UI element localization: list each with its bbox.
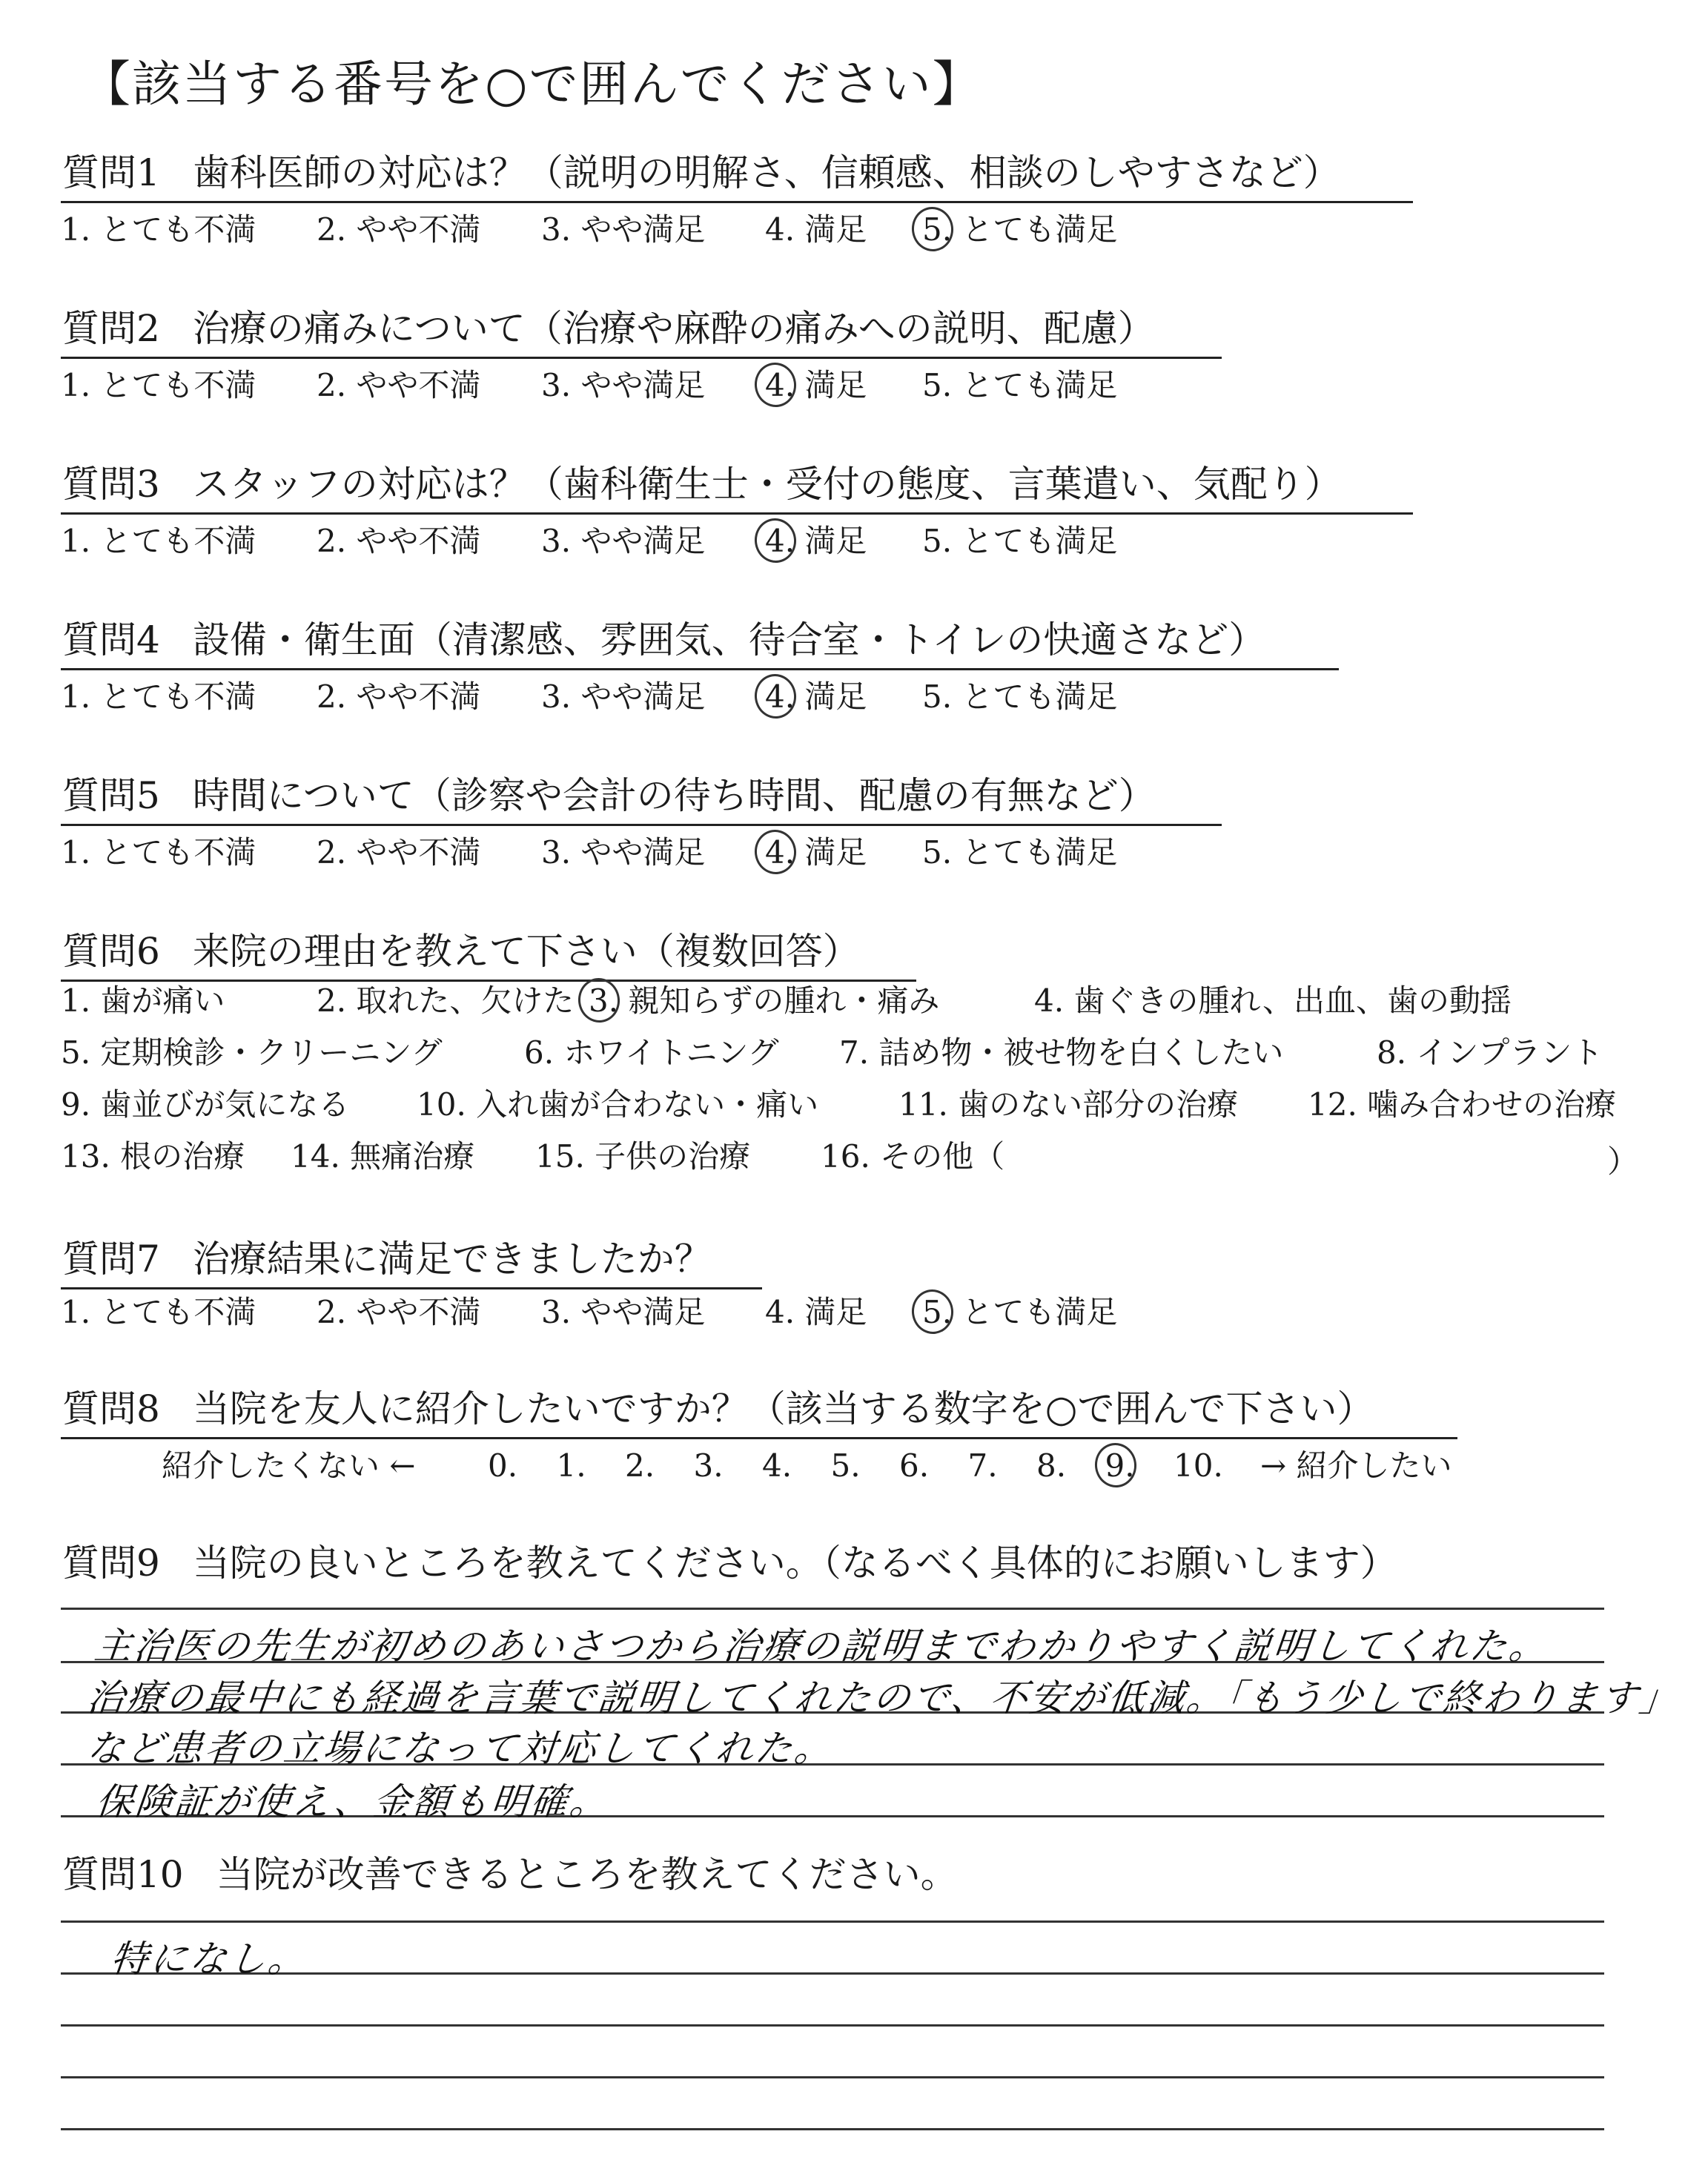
option-label: 根の治療 bbox=[110, 1138, 245, 1175]
option-number: 5. bbox=[922, 367, 953, 403]
answer-option[interactable] bbox=[541, 678, 705, 716]
answer-option[interactable] bbox=[765, 678, 867, 716]
option-number: 4. bbox=[1034, 982, 1065, 1019]
option-label: 定期検診・クリーニング bbox=[90, 1034, 443, 1071]
answer-rule bbox=[61, 2076, 1604, 2078]
answer-option[interactable] bbox=[61, 834, 256, 871]
selection-circle bbox=[575, 975, 623, 1025]
answer-option[interactable] bbox=[541, 523, 705, 560]
option-label: やや不満 bbox=[346, 211, 481, 248]
recommend-right-label: → 紹介したい bbox=[1260, 1447, 1452, 1484]
selection-circle bbox=[909, 204, 956, 254]
option-label: 満足 bbox=[795, 678, 867, 715]
option-label: 親知らずの腫れ・痛み bbox=[618, 982, 940, 1019]
option-number: 5. bbox=[922, 678, 953, 715]
option-label: とても満足 bbox=[952, 211, 1118, 248]
option-number: 3. bbox=[541, 1294, 572, 1330]
answer-option[interactable] bbox=[922, 211, 1117, 248]
question-5-heading bbox=[61, 775, 1222, 826]
reason-option[interactable] bbox=[839, 1034, 1283, 1071]
option-number: 10. bbox=[417, 1086, 466, 1123]
handwritten-answer: 特になし。 bbox=[108, 1938, 310, 1981]
question-number: 質問7 bbox=[62, 1238, 160, 1281]
reason-option[interactable] bbox=[821, 1138, 1004, 1175]
answer-option[interactable] bbox=[922, 367, 1117, 404]
answer-option[interactable] bbox=[317, 211, 480, 248]
reason-option[interactable] bbox=[535, 1138, 750, 1175]
option-label: その他（ bbox=[870, 1138, 1005, 1175]
question-number: 質問10 bbox=[62, 1853, 184, 1896]
option-number: 2. bbox=[317, 523, 347, 559]
question-text: 当院が改善できるところを教えてください。 bbox=[216, 1853, 958, 1896]
option-number: 4. bbox=[765, 678, 795, 716]
question-text: 時間について（診察や会計の待ち時間、配慮の有無など） bbox=[192, 774, 1156, 817]
option-label: 噛み合わせの治療 bbox=[1357, 1086, 1617, 1123]
option-label: 取れた、欠けた bbox=[346, 982, 575, 1019]
reason-option[interactable] bbox=[61, 1034, 443, 1071]
scale-value[interactable]: 6. bbox=[899, 1447, 930, 1484]
option-number: 4. bbox=[765, 367, 795, 404]
option-label: やや不満 bbox=[346, 834, 481, 871]
answer-option[interactable] bbox=[317, 678, 480, 716]
answer-rule bbox=[61, 2128, 1604, 2130]
handwritten-answer: など患者の立場になって対応してくれた。 bbox=[85, 1727, 836, 1770]
option-number: 3. bbox=[589, 982, 618, 1020]
option-number: 1. bbox=[61, 367, 91, 403]
option-number: 1. bbox=[61, 678, 91, 715]
answer-option[interactable] bbox=[541, 211, 705, 248]
question-2-heading bbox=[61, 308, 1222, 359]
option-label: やや満足 bbox=[571, 211, 706, 248]
question-number: 質問1 bbox=[62, 151, 160, 194]
page-title: 【該当する番号を○で囲んでください】 bbox=[82, 56, 983, 113]
question-text: スタッフの対応は？（歯科衛生士・受付の態度、言葉遣い、気配り） bbox=[192, 463, 1342, 506]
answer-option[interactable] bbox=[765, 523, 867, 560]
reason-option[interactable] bbox=[1034, 982, 1512, 1020]
option-number: 12. bbox=[1308, 1086, 1357, 1123]
question-text: 当院の良いところを教えてください。（なるべく具体的にお願いします） bbox=[192, 1542, 1397, 1585]
recommend-left-label: 紹介したくない ← bbox=[162, 1447, 416, 1484]
option-label: とても不満 bbox=[90, 211, 256, 248]
question-text: 当院を友人に紹介したいですか？（該当する数字を○で囲んで下さい） bbox=[192, 1387, 1374, 1430]
question-1-heading bbox=[61, 152, 1413, 203]
option-number: 6. bbox=[524, 1034, 555, 1071]
answer-rule bbox=[61, 2024, 1604, 2027]
answer-option[interactable] bbox=[61, 523, 256, 560]
answer-option[interactable] bbox=[765, 211, 867, 248]
reason-option[interactable] bbox=[1308, 1086, 1616, 1123]
answer-option[interactable] bbox=[317, 523, 480, 560]
scale-value[interactable]: 1. bbox=[556, 1447, 586, 1484]
option-number: 1. bbox=[61, 982, 91, 1019]
reason-option[interactable] bbox=[61, 1086, 349, 1123]
option-label: 満足 bbox=[795, 211, 867, 248]
option-number: 2. bbox=[317, 834, 347, 871]
selection-circle bbox=[752, 360, 799, 409]
reason-option[interactable] bbox=[524, 1034, 779, 1071]
option-number: 1. bbox=[61, 1294, 91, 1330]
answer-option[interactable] bbox=[922, 523, 1117, 560]
option-number: 1. bbox=[61, 523, 91, 559]
selection-circle bbox=[752, 515, 799, 565]
option-number: 2. bbox=[317, 211, 347, 248]
question-text: 歯科医師の対応は？（説明の明解さ、信頼感、相談のしやすさなど） bbox=[192, 151, 1340, 194]
selection-circle bbox=[752, 671, 799, 721]
option-number: 9. bbox=[61, 1086, 91, 1123]
scale-value[interactable]: 8. bbox=[1036, 1447, 1067, 1484]
handwritten-answer: 主治医の先生が初めのあいさつから治療の説明までわかりやすく説明してくれた。 bbox=[92, 1625, 1551, 1668]
option-label: やや満足 bbox=[571, 523, 706, 559]
question-text: 治療結果に満足できましたか？ bbox=[192, 1238, 712, 1281]
option-label: とても満足 bbox=[952, 834, 1118, 871]
question-7-heading bbox=[61, 1238, 762, 1289]
answer-option[interactable] bbox=[317, 367, 480, 404]
option-number: 4. bbox=[765, 834, 795, 871]
option-number: 8. bbox=[1377, 1034, 1407, 1071]
answer-option[interactable] bbox=[541, 367, 705, 404]
option-label: とても不満 bbox=[90, 678, 256, 715]
option-label: 満足 bbox=[795, 834, 867, 871]
option-label: やや不満 bbox=[346, 523, 481, 559]
option-number: 3. bbox=[541, 367, 572, 403]
option-label: やや不満 bbox=[346, 367, 481, 403]
answer-option[interactable] bbox=[61, 678, 256, 716]
option-number: 4. bbox=[765, 523, 795, 560]
option-number: 5. bbox=[922, 211, 952, 248]
option-number: 3. bbox=[541, 211, 572, 248]
option-number: 5. bbox=[61, 1034, 91, 1071]
option-label: やや満足 bbox=[571, 367, 706, 403]
reason-option[interactable] bbox=[417, 1086, 818, 1123]
option-number: 3. bbox=[541, 678, 572, 715]
answer-option[interactable] bbox=[922, 834, 1117, 871]
reason-option[interactable] bbox=[589, 982, 939, 1020]
answer-option[interactable] bbox=[541, 1294, 705, 1331]
option-label: 歯が痛い bbox=[90, 982, 225, 1019]
option-number: 3. bbox=[541, 523, 572, 559]
option-label: とても満足 bbox=[952, 523, 1118, 559]
answer-option[interactable] bbox=[922, 678, 1117, 716]
option-number: 4. bbox=[765, 1294, 795, 1330]
scale-value[interactable]: 3. bbox=[693, 1447, 724, 1484]
question-9-heading bbox=[61, 1542, 1400, 1591]
question-number: 質問8 bbox=[62, 1387, 160, 1430]
selection-circle bbox=[909, 1287, 956, 1336]
question-number: 質問2 bbox=[62, 307, 160, 350]
answer-rule bbox=[61, 1608, 1604, 1610]
option-label: やや不満 bbox=[346, 1294, 481, 1330]
option-number: 13. bbox=[61, 1138, 110, 1175]
option-number: 1. bbox=[61, 834, 91, 871]
option-number: 1. bbox=[61, 211, 91, 248]
answer-option[interactable] bbox=[765, 1294, 867, 1331]
option-label: やや不満 bbox=[346, 678, 481, 715]
option-label: 詰め物・被せ物を白くしたい bbox=[869, 1034, 1284, 1071]
question-number: 質問5 bbox=[62, 774, 160, 817]
answer-option[interactable] bbox=[317, 1294, 480, 1331]
question-3-heading bbox=[61, 463, 1413, 515]
reason-option[interactable] bbox=[317, 982, 574, 1020]
answer-option[interactable] bbox=[765, 367, 867, 404]
option-number: 4. bbox=[765, 211, 795, 248]
question-text: 来院の理由を教えて下さい（複数回答） bbox=[192, 930, 860, 973]
option-number: 2. bbox=[317, 678, 347, 715]
option-label: やや満足 bbox=[571, 678, 706, 715]
question-text: 治療の痛みについて（治療や麻酔の痛みへの説明、配慮） bbox=[192, 307, 1155, 350]
scale-value[interactable]: 2. bbox=[625, 1447, 655, 1484]
option-label: 歯ぐきの腫れ、出血、歯の動揺 bbox=[1064, 982, 1512, 1019]
answer-option[interactable] bbox=[61, 367, 256, 404]
option-label: とても不満 bbox=[90, 367, 256, 403]
option-number: 5. bbox=[922, 523, 953, 559]
answer-option[interactable] bbox=[61, 1294, 256, 1331]
answer-option[interactable] bbox=[541, 834, 705, 871]
option-label: 歯のない部分の治療 bbox=[947, 1086, 1239, 1123]
selection-circle bbox=[752, 827, 799, 876]
handwritten-answer: 治療の最中にも経過を言葉で説明してくれたので、不安が低減。「もう少しで終わります」 bbox=[85, 1677, 1681, 1720]
reason-option[interactable] bbox=[61, 1138, 245, 1175]
option-number: 2. bbox=[317, 982, 347, 1019]
handwritten-answer: 保険証が使え、金額も明確。 bbox=[93, 1780, 612, 1823]
reason-option[interactable] bbox=[291, 1138, 474, 1175]
option-number: 5. bbox=[922, 834, 953, 871]
other-close-paren: ） bbox=[1607, 1143, 1639, 1180]
option-label: ホワイトニング bbox=[554, 1034, 779, 1071]
option-label: 無痛治療 bbox=[340, 1138, 475, 1175]
option-label: とても不満 bbox=[90, 834, 256, 871]
option-label: 満足 bbox=[795, 523, 867, 559]
option-number: 16. bbox=[821, 1138, 870, 1175]
question-number: 質問9 bbox=[62, 1542, 160, 1585]
option-label: 子供の治療 bbox=[584, 1138, 751, 1175]
question-number: 質問4 bbox=[62, 618, 160, 661]
option-number: 11. bbox=[898, 1086, 948, 1123]
question-8-heading bbox=[61, 1388, 1457, 1439]
selection-circle bbox=[1092, 1440, 1139, 1490]
option-label: とても不満 bbox=[90, 523, 256, 559]
option-label: インプラント bbox=[1406, 1034, 1603, 1071]
option-number: 2. bbox=[317, 1294, 347, 1330]
question-4-heading bbox=[61, 619, 1339, 670]
question-text: 設備・衛生面（清潔感、雰囲気、待合室・トイレの快適さなど） bbox=[192, 618, 1266, 661]
scale-value[interactable]: 10. bbox=[1174, 1447, 1223, 1484]
answer-option[interactable] bbox=[61, 211, 256, 248]
question-number: 質問6 bbox=[62, 930, 160, 973]
scale-value[interactable]: 4. bbox=[762, 1447, 792, 1484]
scale-value[interactable]: 5. bbox=[830, 1447, 861, 1484]
option-label: とても不満 bbox=[90, 1294, 256, 1330]
answer-option[interactable] bbox=[765, 834, 867, 871]
scale-value[interactable]: 7. bbox=[967, 1447, 998, 1484]
option-label: とても満足 bbox=[952, 678, 1118, 715]
option-number: 2. bbox=[317, 367, 347, 403]
reason-option[interactable] bbox=[898, 1086, 1238, 1123]
reason-option[interactable] bbox=[61, 982, 225, 1020]
question-10-heading bbox=[61, 1854, 961, 1903]
option-label: 満足 bbox=[795, 1294, 867, 1330]
option-label: 入れ歯が合わない・痛い bbox=[466, 1086, 819, 1123]
answer-rule bbox=[61, 1920, 1604, 1923]
option-number: 15. bbox=[535, 1138, 585, 1175]
option-label: とても満足 bbox=[952, 1294, 1118, 1330]
scale-value[interactable]: 9. bbox=[1105, 1447, 1135, 1484]
option-label: 満足 bbox=[795, 367, 867, 403]
option-number: 3. bbox=[541, 834, 572, 871]
option-label: 歯並びが気になる bbox=[90, 1086, 350, 1123]
option-number: 7. bbox=[839, 1034, 870, 1071]
option-label: とても満足 bbox=[952, 367, 1118, 403]
reason-option[interactable] bbox=[1377, 1034, 1603, 1071]
question-6-heading bbox=[61, 931, 916, 982]
question-number: 質問3 bbox=[62, 463, 160, 506]
option-label: やや満足 bbox=[571, 834, 706, 871]
option-number: 14. bbox=[291, 1138, 340, 1175]
scale-value[interactable]: 0. bbox=[488, 1447, 518, 1484]
answer-option[interactable] bbox=[317, 834, 480, 871]
option-number: 5. bbox=[922, 1294, 952, 1331]
answer-option[interactable] bbox=[922, 1294, 1117, 1331]
option-label: やや満足 bbox=[571, 1294, 706, 1330]
